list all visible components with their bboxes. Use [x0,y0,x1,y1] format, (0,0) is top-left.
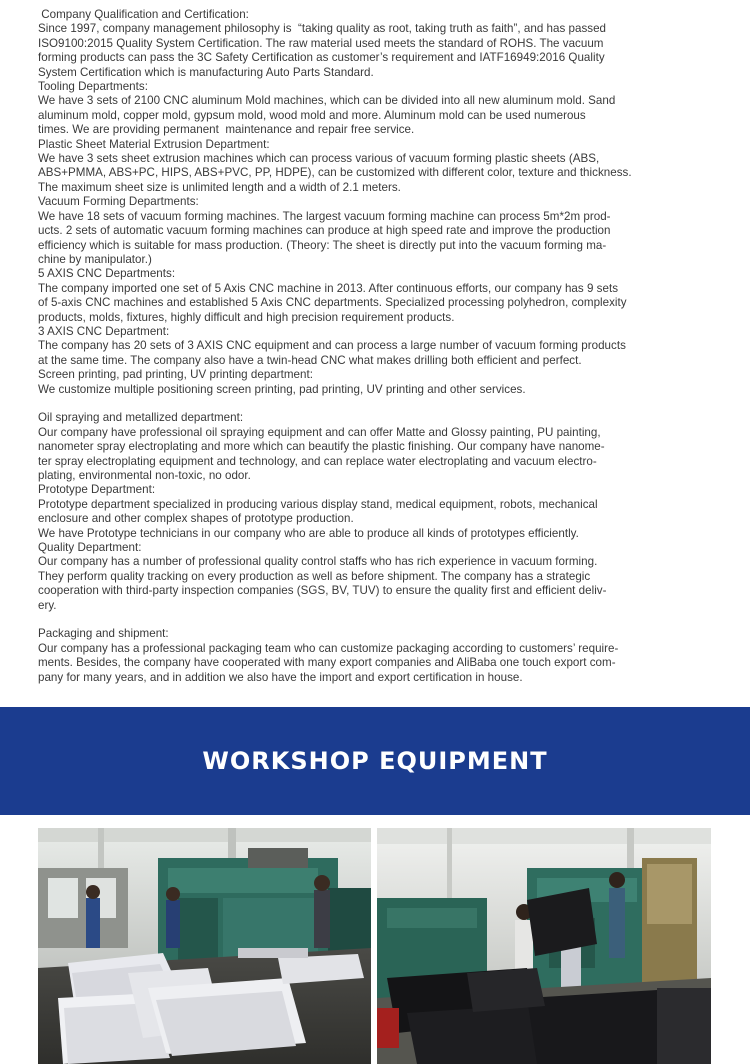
text-line: efficiency which is suitable for mass production. (Theory: The sheet is directly put into the vacuum forming ma- [38,238,607,252]
text-line: nanometer spray electroplating and more which can beautify the plastic finishing. Our company have nanome- [38,440,605,454]
text-line: of 5-axis CNC machines and established 5 Axis CNC departments. Specialized processing polyhedron, complexity [38,296,627,310]
text-line: The company has 20 sets of 3 AXIS CNC equipment and can process a large number of vacuum forming products [38,339,626,353]
text-line: at the same time. The company also have a twin-head CNC what makes drilling both efficient and perfect. [38,353,582,367]
text-line: We have 18 sets of vacuum forming machines. The largest vacuum forming machine can process 5m*2m prod- [38,209,611,223]
text-line: Prototype Department: [38,483,156,497]
workshop-photo-right [377,828,711,1064]
text-line: We have 3 sets of 2100 CNC aluminum Mold machines, which can be divided into all new aluminum mold. Sand [38,94,616,108]
section-banner [0,707,750,815]
text-line: Quality Department: [38,541,142,555]
section-title: WORKSHOP EQUIPMENT [202,747,548,775]
text-line: Since 1997, company management philosophy is “taking quality as root, taking truth as faith”, and has passed [38,22,607,36]
text-line: ter spray electroplating equipment and technology, and can replace water electroplating and vacuum electro- [38,454,597,468]
text-line: pany for many years, and in addition we also have the import and export certification in house. [38,670,523,684]
text-line: Our company have professional oil spraying equipment and can offer Matte and Glossy painting, PU painting, [38,425,601,439]
text-line: ucts. 2 sets of automatic vacuum forming machines can produce at high speed rate and improve the production [38,224,611,238]
text-line: enclosure and other complex shapes of prototype production. [38,512,354,526]
text-line: The maximum sheet size is unlimited length and a width of 2.1 meters. [38,180,401,194]
text-line: Tooling Departments: [38,80,148,94]
text-line: aluminum mold, copper mold, gypsum mold, wood mold and more. Aluminum mold can be used numerous [38,108,586,122]
text-line: Company Qualification and Certification: [38,8,249,21]
workshop-photo-left [38,828,371,1064]
text-line: ery. [38,598,57,612]
paragraph-gap [38,613,698,627]
text-line: ABS+PMMA, ABS+PC, HIPS, ABS+PVC, PP, HDPE), can be customized with different color, texture and thickness. [38,166,632,180]
text-line: forming products can pass the 3C Safety Certification as customer’s requirement and IATF16949:2016 Quality [38,51,605,65]
text-line: Oil spraying and metallized department: [38,411,244,425]
text-line: ISO9100:2015 Quality System Certification. The raw material used meets the standard of ROHS. The vacuum [38,36,604,50]
text-line: Plastic Sheet Material Extrusion Department: [38,137,270,151]
text-line: We customize multiple positioning screen printing, pad printing, UV printing and other services. [38,382,526,396]
text-line: 5 AXIS CNC Departments: [38,267,176,281]
text-line: products, molds, fixtures, highly difficult and high precision requirement products. [38,310,455,324]
text-line: Our company has a number of professional quality control staffs who has rich experience in vacuum forming. [38,555,598,569]
text-line: Prototype department specialized in producing various display stand, medical equipment, robots, mechanical [38,497,598,511]
text-line: chine by manipulator.) [38,252,152,266]
vacuum-forming-machine-white-trays-photo [38,828,371,1064]
text-line: We have 3 sets sheet extrusion machines which can process various of vacuum forming plastic sheets (ABS, [38,152,600,166]
text-line: 3 AXIS CNC Department: [38,324,170,338]
text-line: System Certification which is manufacturing Auto Parts Standard. [38,65,374,79]
text-line: We have Prototype technicians in our company who are able to produce all kinds of prototypes efficiently. [38,526,579,540]
paragraph-gap [38,397,698,411]
text-line: ments. Besides, the company have cooperated with many export companies and AliBaba one touch export com- [38,656,616,670]
text-line: They perform quality tracking on every production as well as before shipment. The company has a strategic [38,569,591,583]
text-line: plating, environmental non-toxic, no odor. [38,468,251,482]
text-line: The company imported one set of 5 Axis CNC machine in 2013. After continuous efforts, our company has 9 sets [38,281,619,295]
text-line: Packaging and shipment: [38,627,169,641]
text-line: Screen printing, pad printing, UV printing department: [38,368,313,382]
text-line: cooperation with third-party inspection companies (SGS, BV, TUV) to ensure the quality first and efficient deliv- [38,584,607,598]
text-line: Our company has a professional packaging team who can customize packaging according to customers’ require- [38,641,619,655]
company-description [38,8,698,685]
text-line: Vacuum Forming Departments: [38,195,199,209]
text-line: times. We are providing permanent maintenance and repair free service. [38,123,415,137]
vacuum-forming-machine-black-parts-photo [377,828,711,1064]
